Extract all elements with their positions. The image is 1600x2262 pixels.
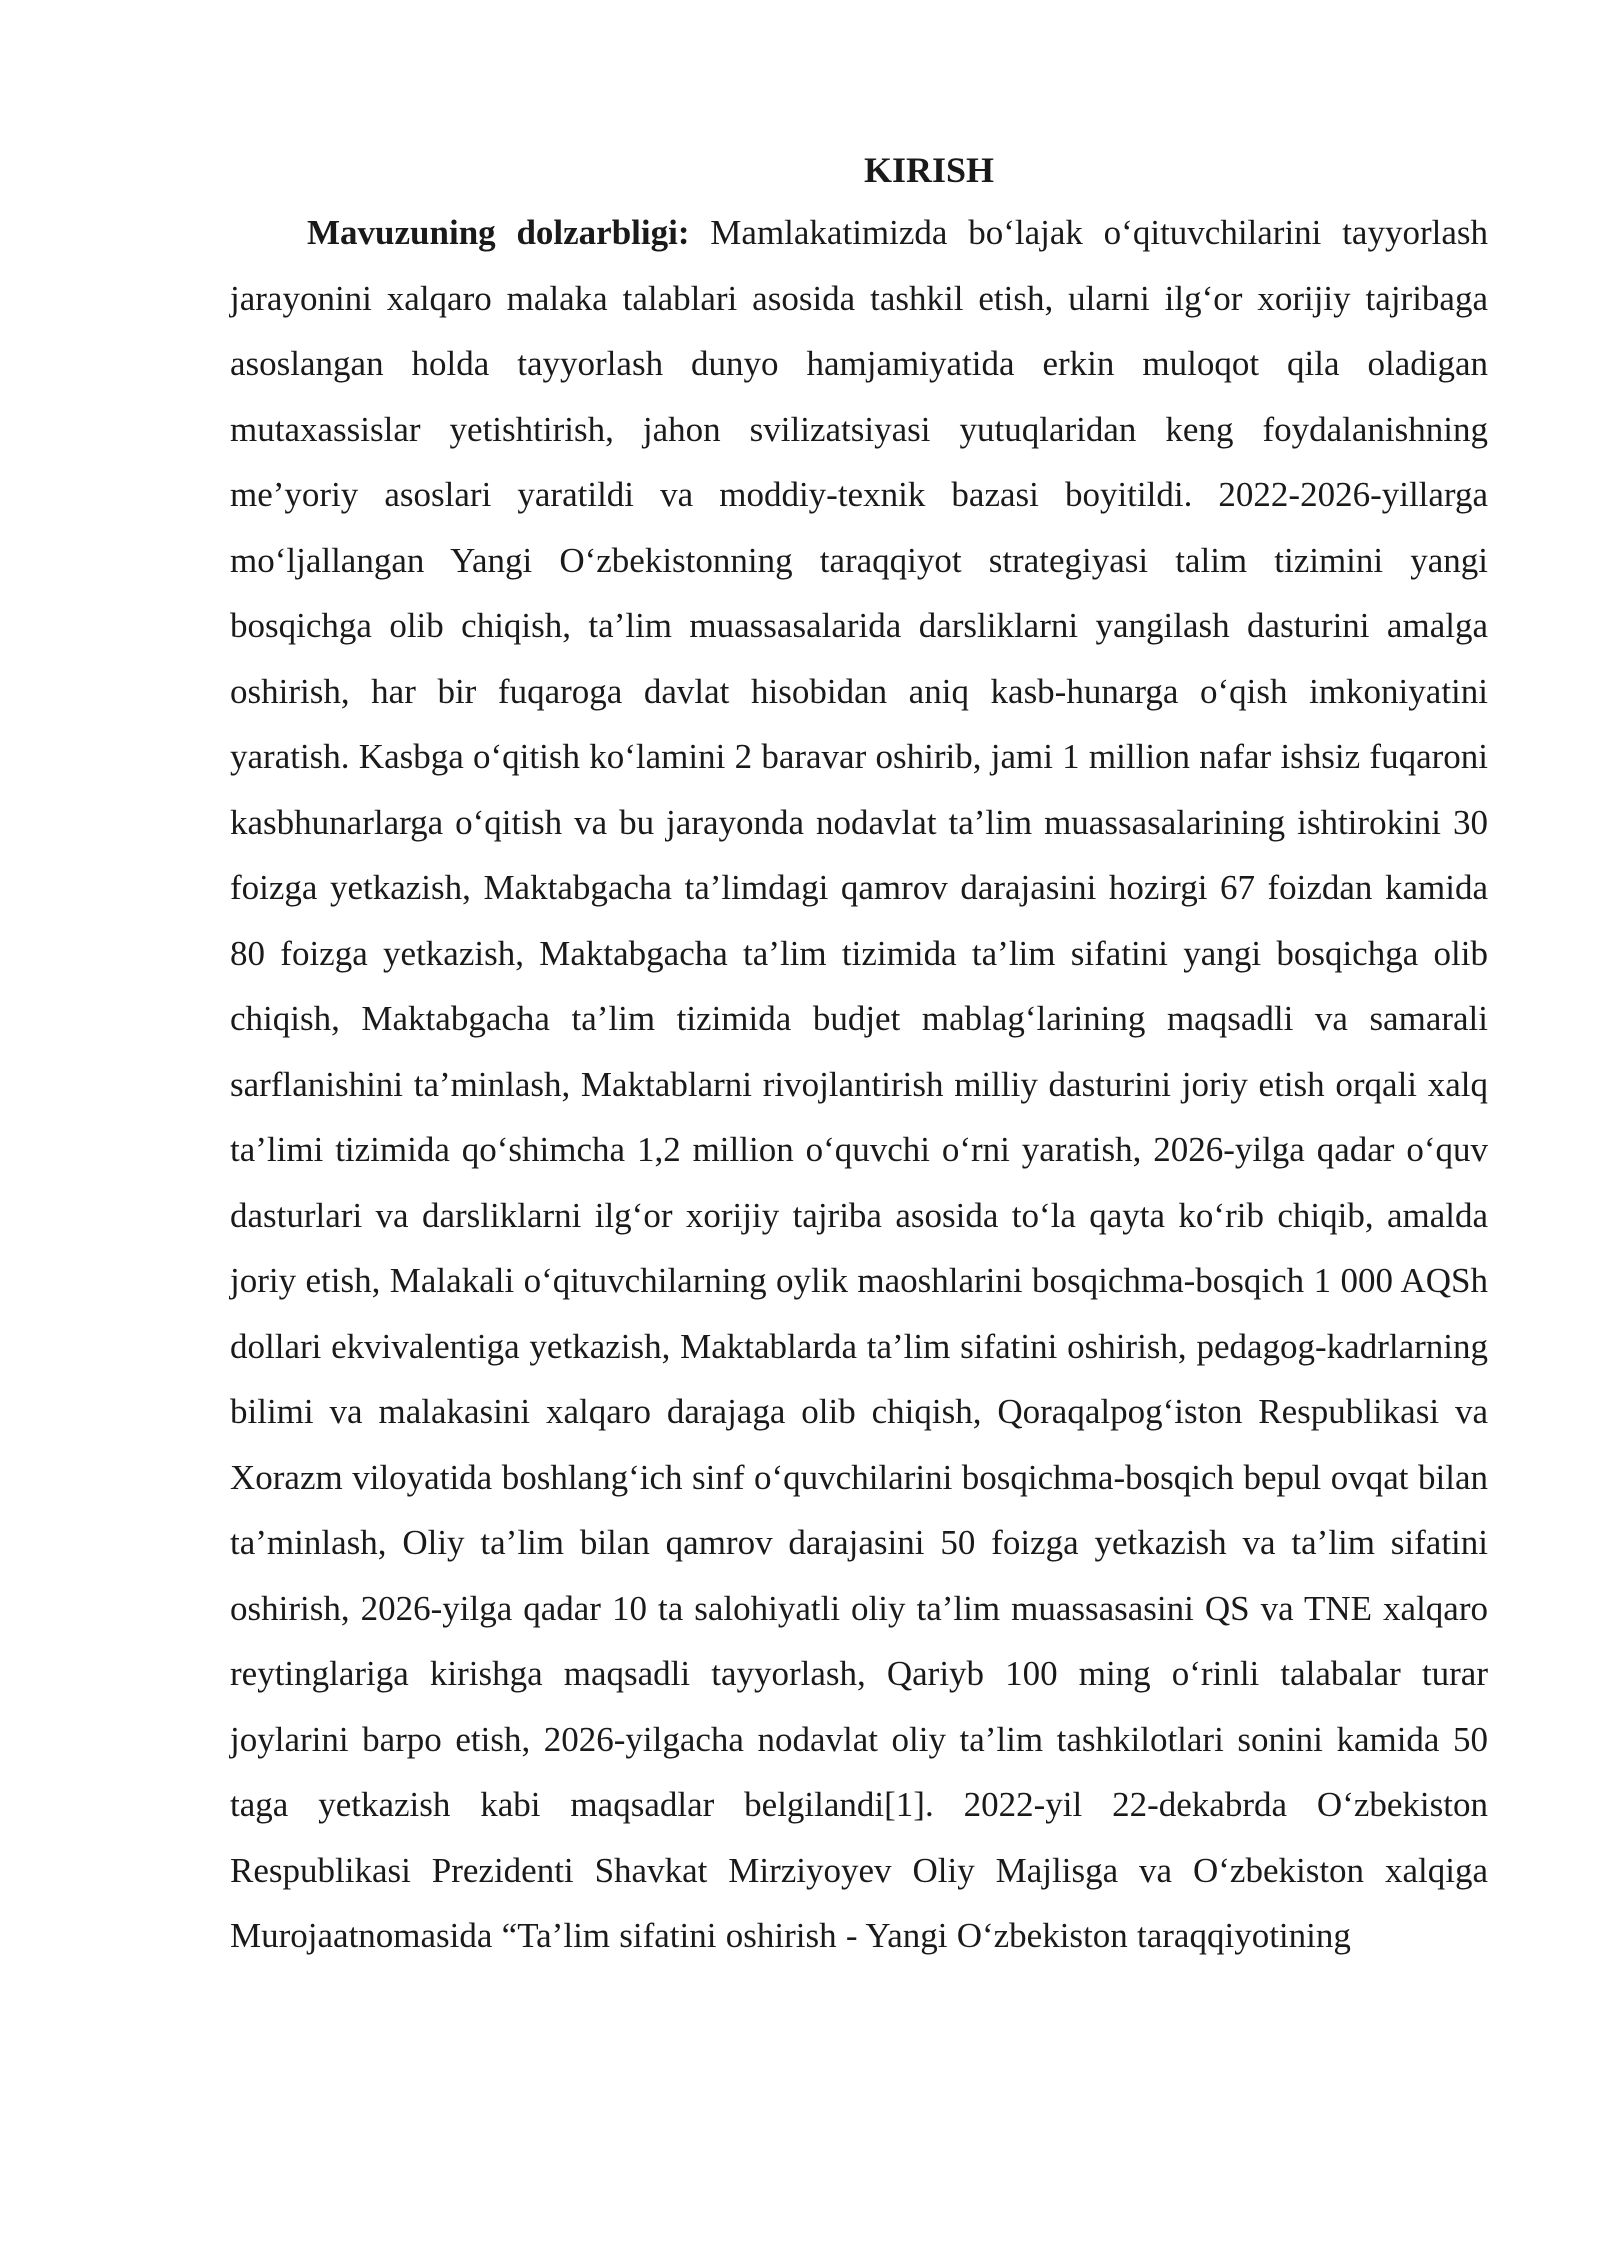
paragraph-lead: Mavuzuning dolzarbligi: <box>307 213 690 252</box>
section-heading: KIRISH <box>863 150 995 190</box>
intro-paragraph <box>230 200 1488 1969</box>
document-body <box>230 140 1488 1969</box>
paragraph-text: Mamlakatimizda bo‘lajak o‘qituvchilarini tayyorlash jarayonini xalqaro malaka talablari asosida tashkil etish, ularni ilg‘or xorijiy tajribaga asoslangan holda tayyorlash dunyo hamjamiyatida erkin muloqot qila oladigan mutaxassislar yetishtirish, jahon svilizatsiyasi yutuqlaridan keng foydalanishning me’yoriy asoslari yaratildi va moddiy-texnik bazasi boyitildi. 2022-2026-yillarga mo‘ljallangan Yangi O‘zbekistonning taraqqiyot strategiyasi talim tizimini yangi bosqichga olib chiqish, ta’lim muassasalarida darsliklarni yangilash dasturini amalga oshirish, har bir fuqaroga davlat hisobidan aniq kasb-hunarga o‘qish imkoniyatini yaratish. Kasbga o‘qitish ko‘lamini 2 baravar oshirib, jami 1 million nafar ishsiz fuqaroni kasbhunarlarga o‘qitish va bu jarayonda nodavlat ta’lim muassasalarining ishtirokini 30 foizga yetkazish, Maktabgacha ta’limdagi qamrov darajasini hozirgi 67 foizdan kamida 80 foizga yetkazish, Maktabgacha ta’lim tizimida ta’lim sifatini yangi bosqichga olib chiqish, Maktabgacha ta’lim tizimida budjet mablag‘larining maqsadli va samarali sarflanishini ta’minlash, Maktablarni rivojlantirish milliy dasturini joriy etish orqali xalq ta’limi tizimida qo‘shimcha 1,2 million o‘quvchi o‘rni yaratish, 2026-yilga qadar o‘quv dasturlari va darsliklarni ilg‘or xorijiy tajriba asosida to‘la qayta ko‘rib chiqib, amalda joriy etish, Malakali o‘qituvchilarning oylik maoshlarini bosqichma-bosqich 1 000 AQSh dollari ekvivalentiga yetkazish, Maktablarda ta’lim sifatini oshirish, pedagog-kadrlarning bilimi va malakasini xalqaro darajaga olib chiqish, Qoraqalpog‘iston Respublikasi va Xorazm viloyatida boshlang‘ich sinf o‘quvchilarini bosqichma-bosqich bepul ovqat bilan ta’minlash, Oliy ta’lim bilan qamrov darajasini 50 foizga yetkazish va ta’lim sifatini oshirish, 2026-yilga qadar 10 ta salohiyatli oliy ta’lim muassasasini QS va TNE xalqaro reytinglariga kirishga maqsadli tayyorlash, Qariyb 100 ming o‘rinli talabalar turar joylarini barpo etish, 2026-yilgacha nodavlat oliy ta’lim tashkilotlari sonini kamida 50 taga yetkazish kabi maqsadlar belgilandi[1]. 2022-yil 22-dekabrda O‘zbekiston Respublikasi Prezidenti Shavkat Mirziyoyev Oliy Majlisga va O‘zbekiston xalqiga Murojaatnomasida “Ta’lim sifatini oshirish - Yangi O‘zbekiston taraqqiyotining <box>230 213 1488 1955</box>
